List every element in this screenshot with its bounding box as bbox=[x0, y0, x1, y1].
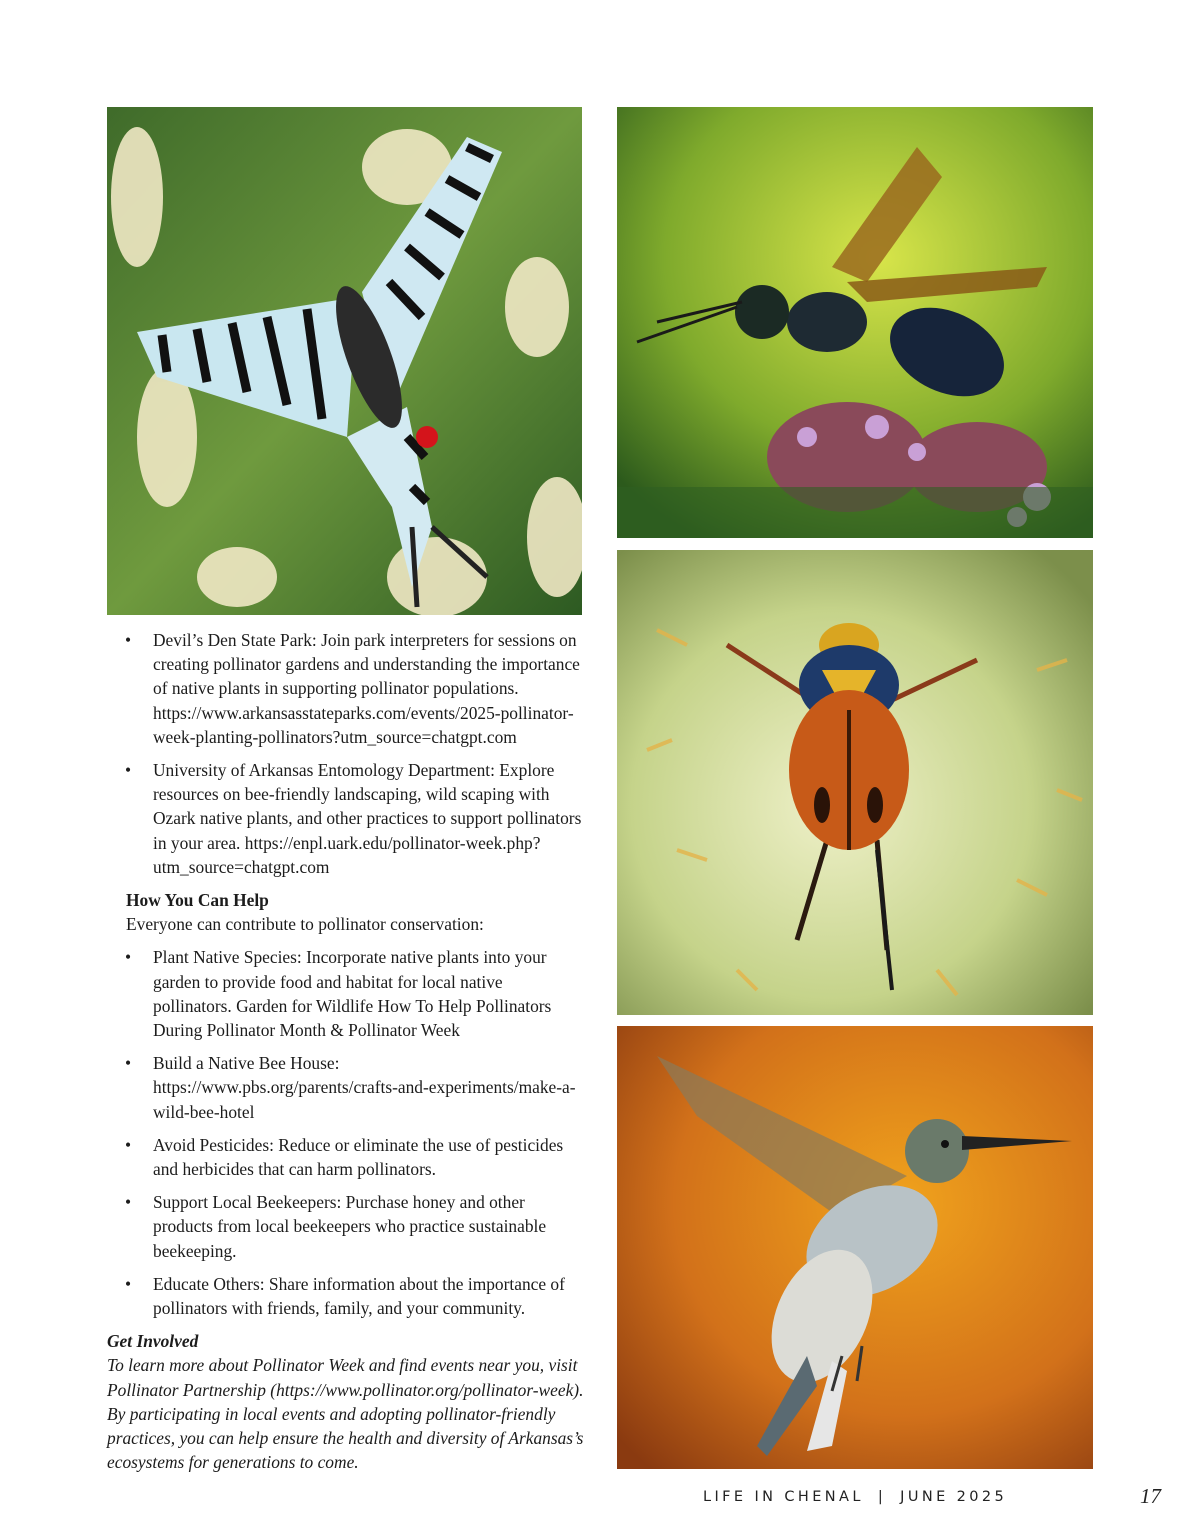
wasp-photo bbox=[617, 107, 1093, 538]
hummingbird-image bbox=[617, 1026, 1093, 1469]
events-list bbox=[107, 628, 585, 879]
beetle-image bbox=[617, 550, 1093, 1015]
list-item bbox=[107, 1190, 585, 1263]
beetle-photo bbox=[617, 550, 1093, 1015]
get-involved-title: Get Involved bbox=[107, 1331, 199, 1352]
event-item-text: Devil’s Den State Park: Join park interpreters for sessions on creating pollinator gardens and understanding the importance of native plants in supporting pollinator populations. https://www.arkansasstateparks.com/events/2025-pollinator-week-planting-pollinators?utm_source=chatgpt.com bbox=[153, 630, 580, 747]
help-item-text: Plant Native Species: Incorporate native plants into your garden to provide food and habitat for local native pollinators. Garden for Wildlife How To Help Pollinators During Pollinator Month & Pollinator Week bbox=[153, 947, 552, 1041]
list-item bbox=[107, 1272, 585, 1320]
event-item-text: University of Arkansas Entomology Department: Explore resources on bee-friendly landscaping, wild scaping with Ozark native plants, and other practices to support pollinators in your area. https://enpl.uark.edu/pollinator-week.php?utm_source=chatgpt.com bbox=[153, 760, 582, 877]
butterfly-photo bbox=[107, 107, 582, 615]
page-footer bbox=[703, 1489, 1007, 1505]
footer-separator: | bbox=[877, 1489, 887, 1505]
help-item-text: Build a Native Bee House: https://www.pbs.org/parents/crafts-and-experiments/make-a-wild-bee-hotel bbox=[153, 1053, 576, 1122]
get-involved-body: To learn more about Pollinator Week and find events near you, visit Pollinator Partnership (https://www.pollinator.org/pollinator-week). By participating in local events and adopting pollinator-friendly practices, you can help ensure the health and diversity of Arkansas’s ecosystems for generations to come. bbox=[107, 1355, 584, 1473]
help-item-text: Avoid Pesticides: Reduce or eliminate the use of pesticides and herbicides that can harm pollinators. bbox=[153, 1134, 564, 1180]
wasp-image bbox=[617, 107, 1093, 538]
list-item bbox=[107, 1051, 585, 1124]
list-item bbox=[107, 628, 585, 749]
help-item-text: Support Local Beekeepers: Purchase honey and other products from local beekeepers who practice sustainable beekeeping. bbox=[153, 1192, 547, 1261]
help-list bbox=[107, 945, 585, 1320]
list-item bbox=[107, 1133, 585, 1181]
list-item bbox=[107, 758, 585, 879]
hummingbird-photo bbox=[617, 1026, 1093, 1469]
article-text bbox=[107, 628, 585, 1475]
help-item-text: Educate Others: Share information about the importance of pollinators with friends, family, and your community. bbox=[153, 1273, 565, 1319]
section-intro: Everyone can contribute to pollinator conservation: bbox=[126, 914, 484, 935]
publication-name: LIFE IN CHENAL bbox=[703, 1489, 864, 1505]
page-number: 17 bbox=[1140, 1484, 1161, 1508]
butterfly-image bbox=[107, 107, 582, 615]
list-item bbox=[107, 945, 585, 1042]
issue-date: JUNE 2025 bbox=[900, 1489, 1008, 1505]
section-heading: How You Can Help bbox=[126, 890, 269, 911]
